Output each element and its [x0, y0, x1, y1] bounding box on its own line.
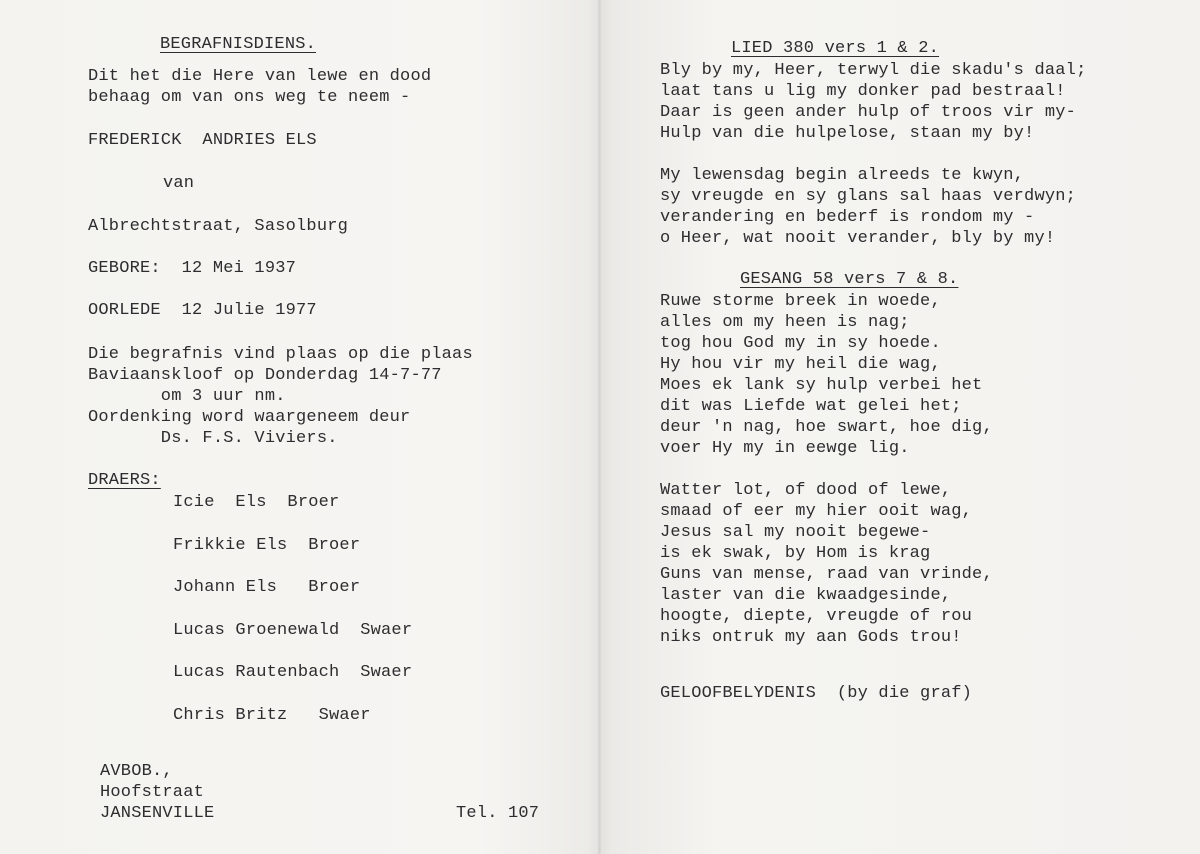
hymn2-line-11: smaad of eer my hier ooit wag, [660, 502, 973, 521]
hymn2-line-2: alles om my heen is nag; [660, 313, 910, 332]
hymn2-line-1: Ruwe storme breek in woede, [660, 292, 941, 311]
bearer-6: Chris Britz Swaer [173, 706, 371, 725]
hymn1-title: LIED 380 vers 1 & 2. [731, 39, 940, 58]
hymn1-line-3: Daar is geen ander hulp of troos vir my- [660, 103, 1077, 122]
hymn1-line-6: My lewensdag begin alreeds te kwyn, [660, 166, 1025, 185]
hymn1-line-4: Hulp van die hulpelose, staan my by! [660, 124, 1035, 143]
hymn1-line-7: sy vreugde en sy glans sal haas verdwyn; [660, 187, 1077, 206]
funeral-line-1: Die begrafnis vind plaas op die plaas [88, 345, 473, 364]
hymn2-line-7: deur 'n nag, hoe swart, hoe dig, [660, 418, 993, 437]
hymn2-line-6: dit was Liefde wat gelei het; [660, 397, 962, 416]
van-label: van [163, 174, 195, 193]
hymn2-line-10: Watter lot, of dood of lewe, [660, 481, 952, 500]
hymn2-line-15: laster van die kwaadgesinde, [660, 586, 952, 605]
hymn1-line-1: Bly by my, Heer, terwyl die skadu's daal; [660, 61, 1087, 80]
page-fold [598, 0, 601, 854]
hymn2-line-14: Guns van mense, raad van vrinde, [660, 565, 993, 584]
hymn2-line-17: niks ontruk my aan Gods trou! [660, 628, 962, 647]
closing-line: GELOOFBELYDENIS (by die graf) [660, 684, 973, 703]
address: Albrechtstraat, Sasolburg [88, 217, 349, 236]
bearer-1: Icie Els Broer [173, 493, 340, 512]
funeral-line-4: Oordenking word waargeneem deur [88, 408, 411, 427]
intro-line-1: Dit het die Here van lewe en dood [88, 67, 432, 86]
hymn1-line-8: verandering en bederf is rondom my - [660, 208, 1035, 227]
hymn2-line-16: hoogte, diepte, vreugde of rou [660, 607, 973, 626]
funeral-line-3: om 3 uur nm. [88, 387, 286, 406]
bearer-3: Johann Els Broer [173, 578, 361, 597]
born-date: GEBORE: 12 Mei 1937 [88, 259, 297, 278]
hymn1-line-9: o Heer, wat nooit verander, bly by my! [660, 229, 1056, 248]
hymn2-line-3: tog hou God my in sy hoede. [660, 334, 941, 353]
hymn2-line-5: Moes ek lank sy hulp verbei het [660, 376, 983, 395]
bearers-heading: DRAERS: [88, 471, 161, 490]
bearer-4: Lucas Groenewald Swaer [173, 621, 413, 640]
bearer-2: Frikkie Els Broer [173, 536, 361, 555]
undertaker-line-2: Hoofstraat [100, 783, 205, 802]
hymn2-line-4: Hy hou vir my heil die wag, [660, 355, 941, 374]
phone-number: Tel. 107 [456, 804, 540, 823]
funeral-line-5: Ds. F.S. Viviers. [88, 429, 338, 448]
bearer-5: Lucas Rautenbach Swaer [173, 663, 413, 682]
hymn2-line-13: is ek swak, by Hom is krag [660, 544, 931, 563]
undertaker-line-1: AVBOB., [100, 762, 173, 781]
undertaker-line-3: JANSENVILLE [100, 804, 215, 823]
hymn1-line-2: laat tans u lig my donker pad bestraal! [660, 82, 1066, 101]
hymn2-line-12: Jesus sal my nooit begewe- [660, 523, 931, 542]
funeral-line-2: Baviaanskloof op Donderdag 14-7-77 [88, 366, 442, 385]
hymn2-line-8: voer Hy my in eewge lig. [660, 439, 910, 458]
service-heading: BEGRAFNISDIENS. [160, 35, 317, 54]
hymn2-title: GESANG 58 vers 7 & 8. [740, 270, 959, 289]
died-date: OORLEDE 12 Julie 1977 [88, 301, 317, 320]
intro-line-2: behaag om van ons weg te neem - [88, 88, 411, 107]
deceased-name: FREDERICK ANDRIES ELS [88, 131, 317, 150]
